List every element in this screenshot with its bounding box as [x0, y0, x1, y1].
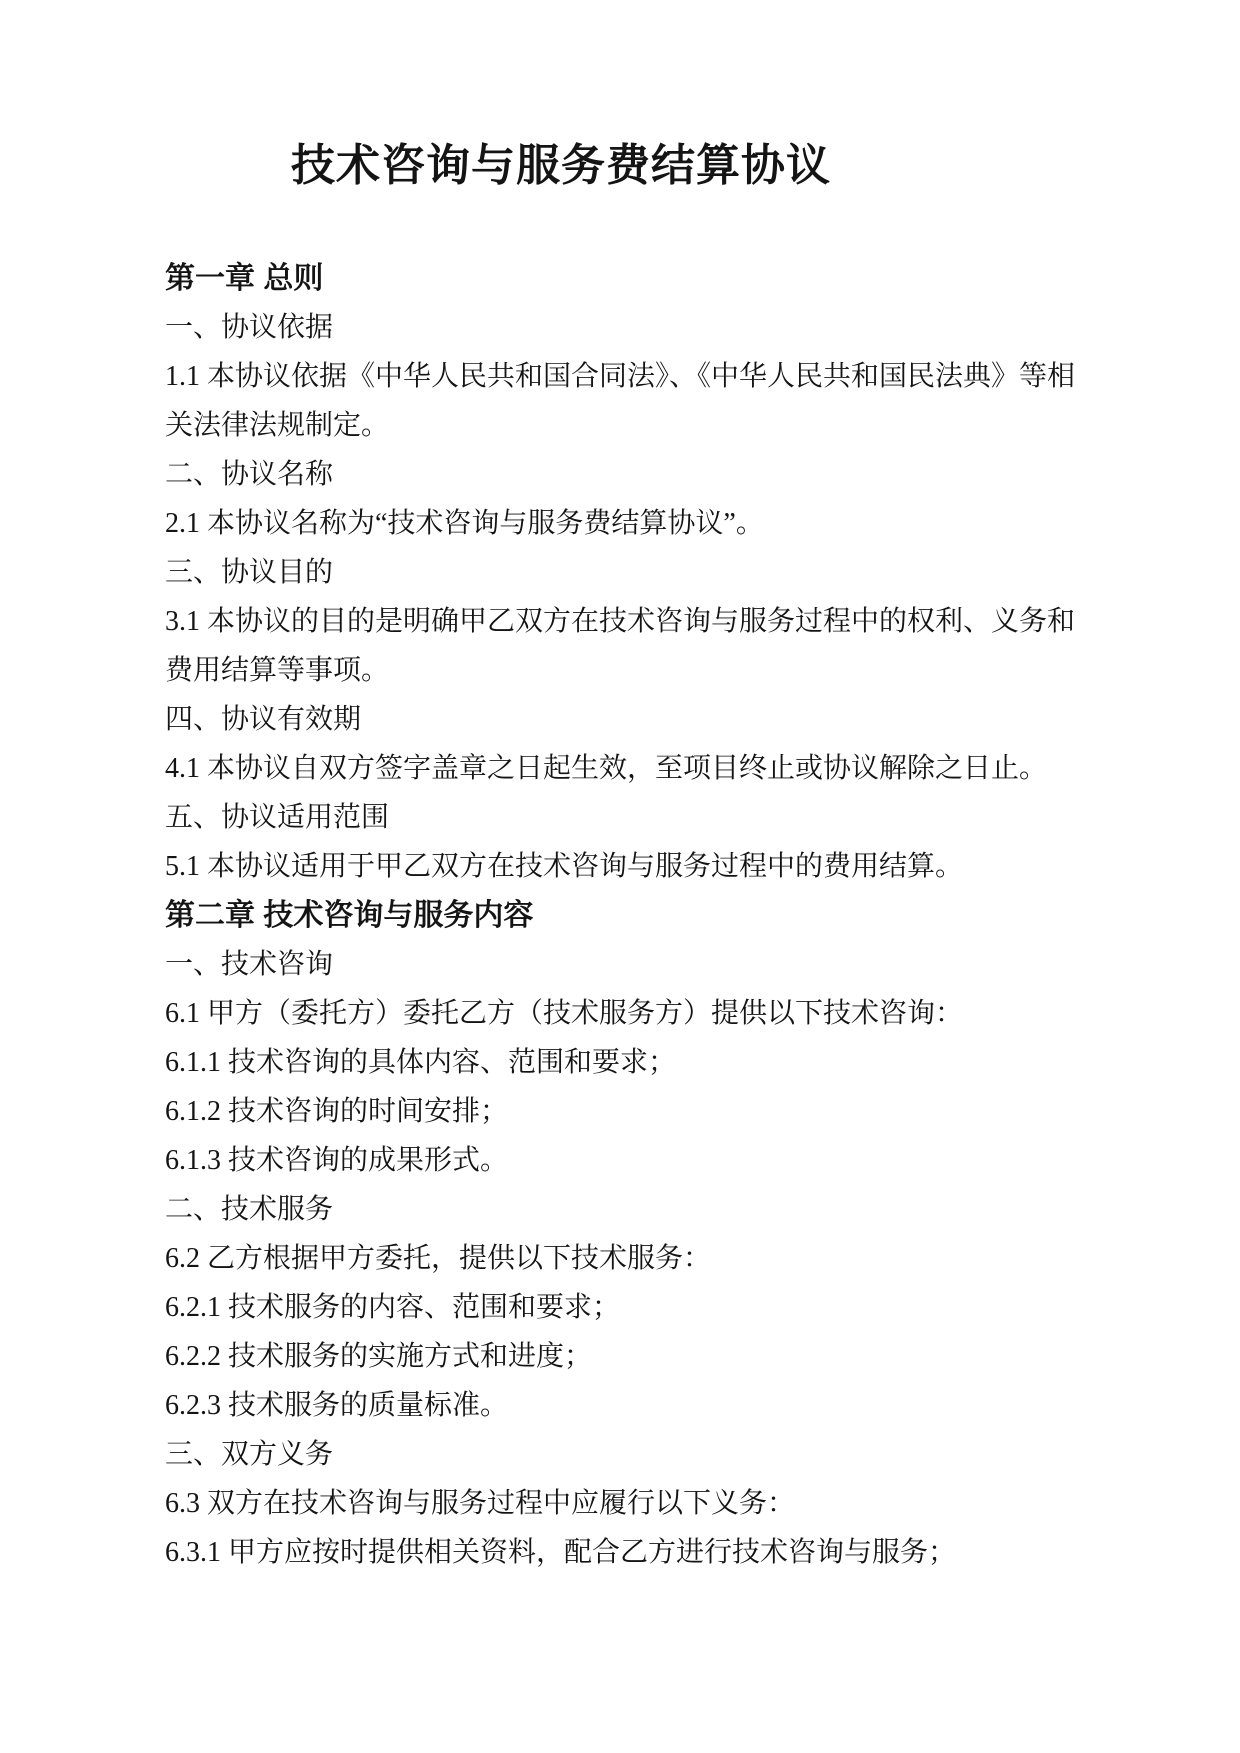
paragraph: 6.2 乙方根据甲方委托，提供以下技术服务：	[165, 1243, 712, 1274]
paragraph: 6.1 甲方（委托方）委托乙方（技术服务方）提供以下技术咨询：	[165, 998, 964, 1029]
paragraph: 2.1 本协议名称为“技术咨询与服务费结算协议”。	[165, 508, 764, 539]
paragraph: 二、协议名称	[165, 459, 334, 490]
paragraph: 4.1 本协议自双方签字盖章之日起生效，至项目终止或协议解除之日止。	[165, 753, 1048, 784]
document-title: 技术咨询与服务费结算协议	[291, 141, 831, 190]
paragraph: 二、技术服务	[165, 1194, 334, 1225]
paragraph: 6.3.1 甲方应按时提供相关资料，配合乙方进行技术咨询与服务；	[165, 1537, 957, 1568]
paragraph: 6.2.1 技术服务的内容、范围和要求；	[165, 1292, 621, 1323]
paragraph: 三、双方义务	[165, 1439, 334, 1470]
paragraph: 6.1.3 技术咨询的成果形式。	[165, 1145, 509, 1176]
chapter-1-heading: 第一章 总则	[165, 262, 324, 295]
paragraph: 一、协议依据	[165, 312, 334, 343]
chapter-2-heading: 第二章 技术咨询与服务内容	[165, 899, 534, 932]
paragraph: 5.1 本协议适用于甲乙双方在技术咨询与服务过程中的费用结算。	[165, 851, 964, 882]
paragraph: 一、技术咨询	[165, 949, 334, 980]
section-chapter-2	[165, 891, 1075, 1577]
section-chapter-1	[165, 254, 1075, 891]
paragraph: 6.2.3 技术服务的质量标准。	[165, 1390, 509, 1421]
paragraph: 三、协议目的	[165, 557, 334, 588]
paragraph: 3.1 本协议的目的是明确甲乙双方在技术咨询与服务过程中的权利、义务和费用结算等事项。	[165, 606, 1076, 686]
paragraph: 6.1.1 技术咨询的具体内容、范围和要求；	[165, 1047, 677, 1078]
paragraph: 五、协议适用范围	[165, 802, 390, 833]
paragraph: 6.2.2 技术服务的实施方式和进度；	[165, 1341, 593, 1372]
paragraph: 1.1 本协议依据《中华人民共和国合同法》、《中华人民共和国民法典》等相关法律法规制定。	[165, 361, 1076, 441]
paragraph: 6.1.2 技术咨询的时间安排；	[165, 1096, 509, 1127]
paragraph: 6.3 双方在技术咨询与服务过程中应履行以下义务：	[165, 1488, 796, 1519]
paragraph: 四、协议有效期	[165, 704, 362, 735]
